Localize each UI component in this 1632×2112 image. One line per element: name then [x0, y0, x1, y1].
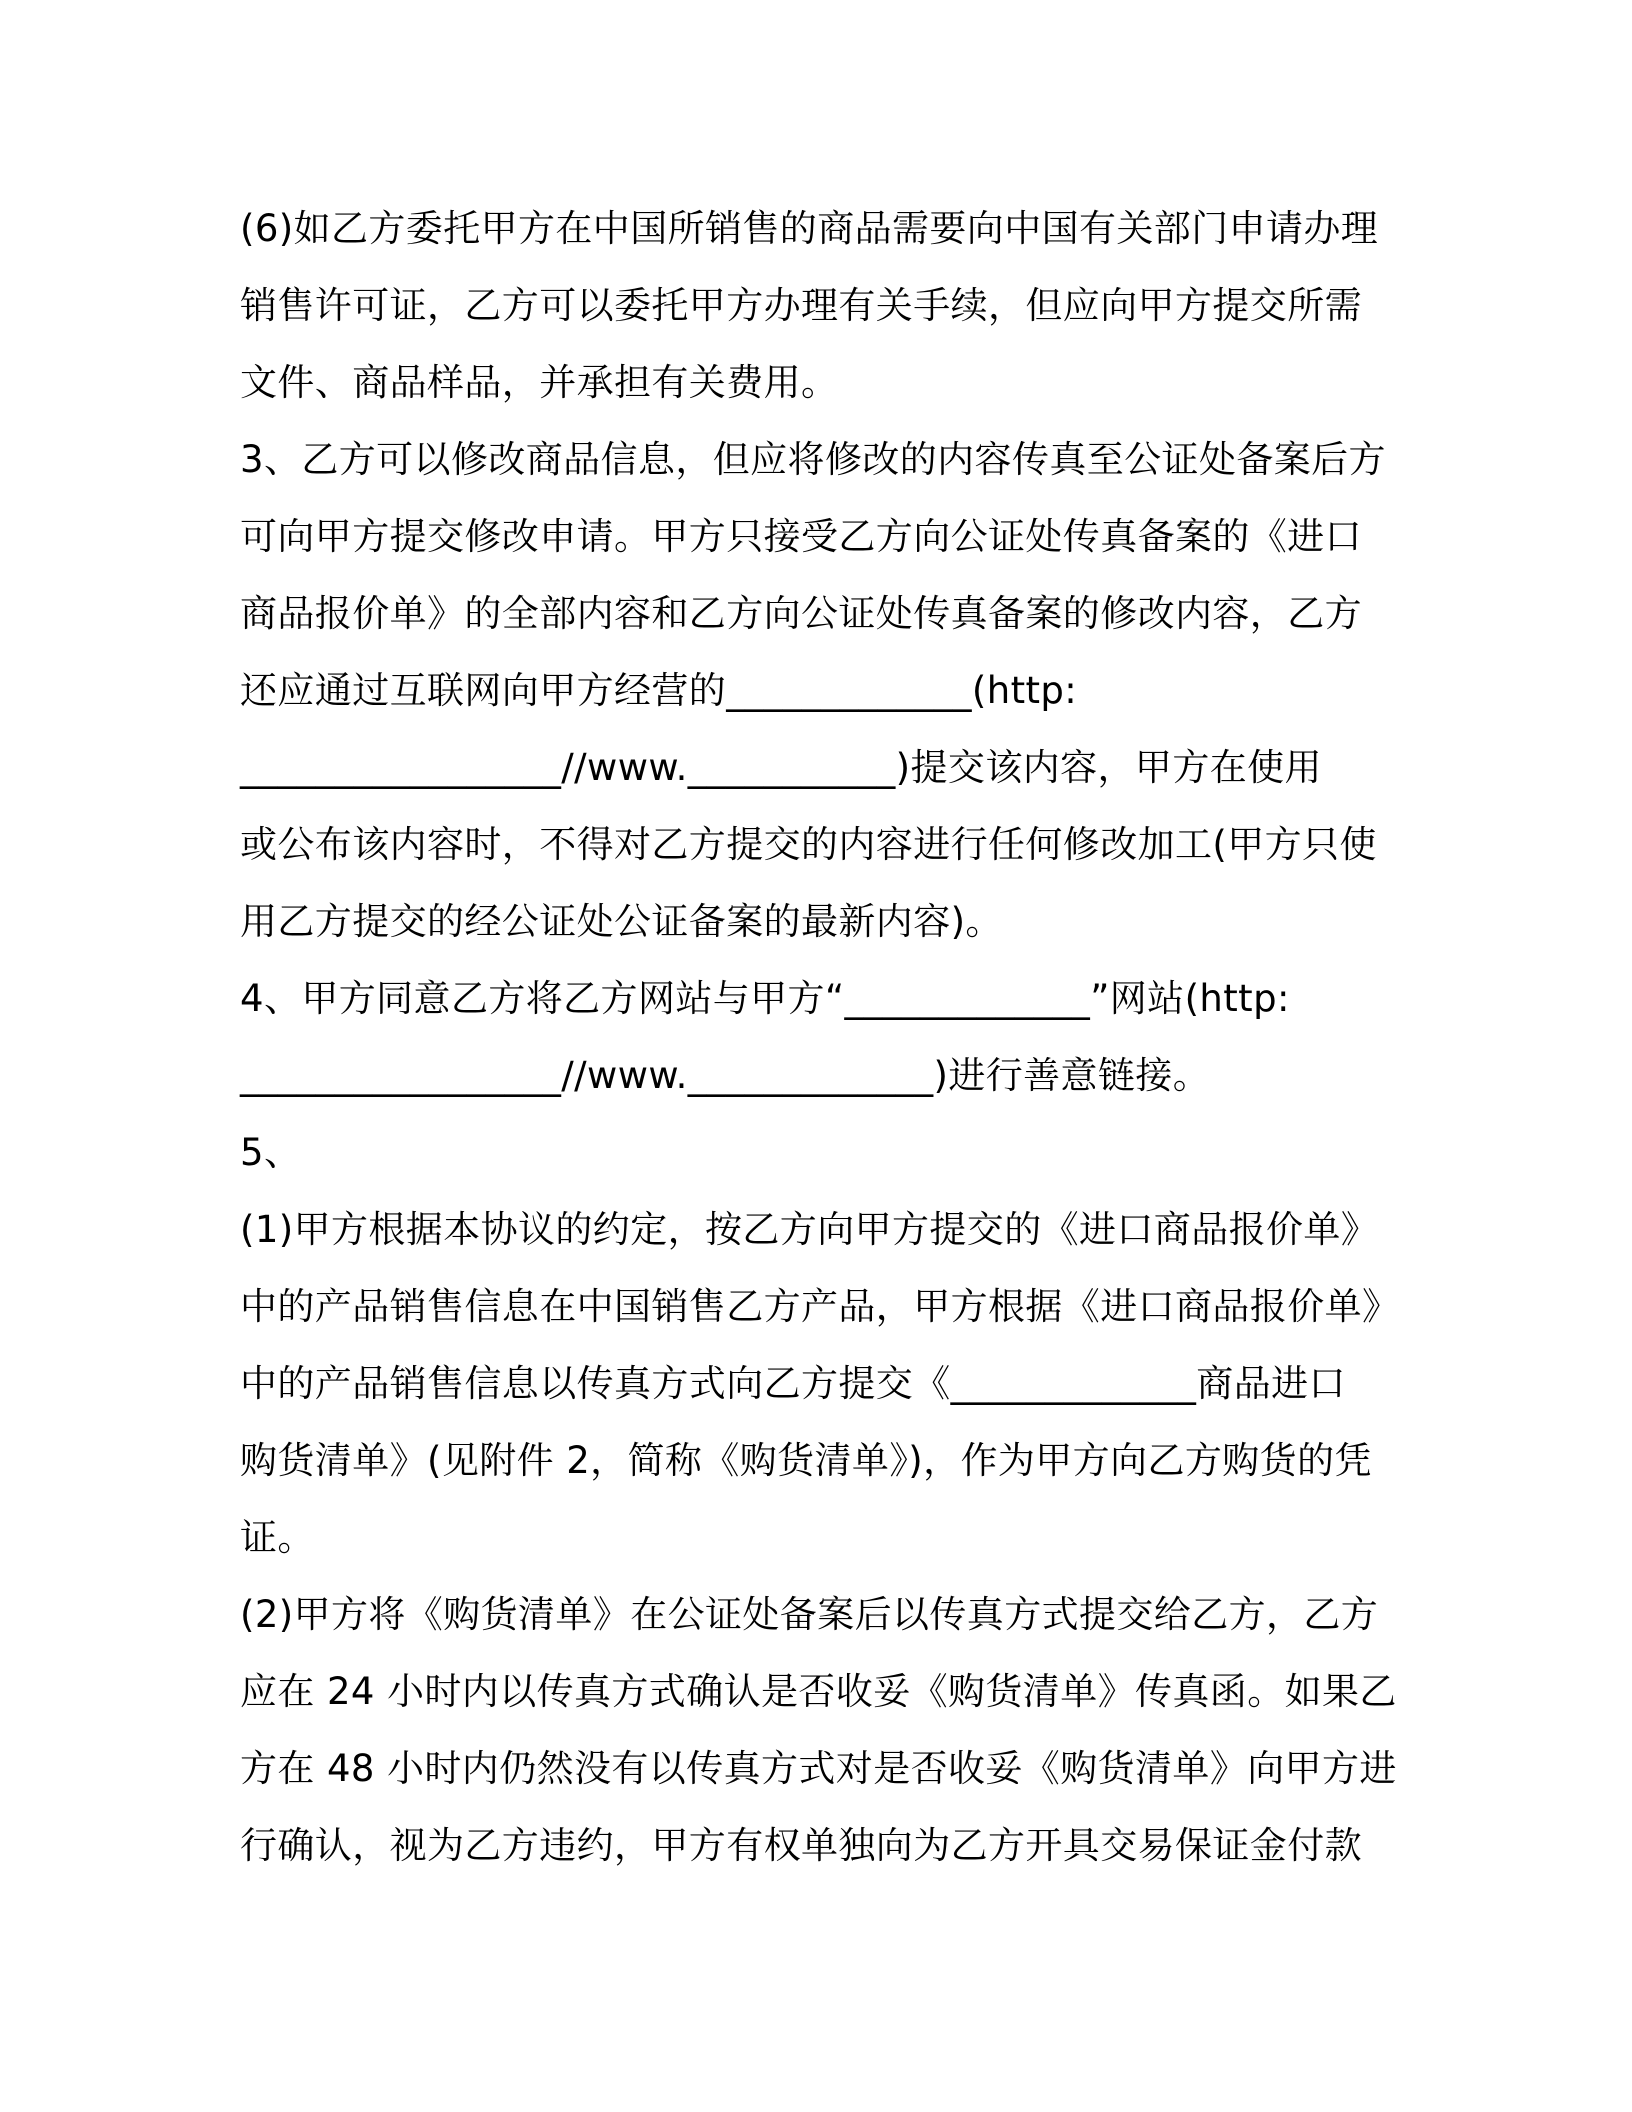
text-line: (6)如乙方委托甲方在中国所销售的商品需要向中国有关部门申请办理: [240, 207, 1379, 250]
text-line: 购货清单》(见附件 2，简称《购货清单》)，作为甲方向乙方购货的凭: [240, 1439, 1372, 1482]
text-line: _________________//www._____________)进行善意链接。: [240, 1054, 1211, 1097]
text-line: 5、: [240, 1131, 302, 1174]
document-body: [240, 190, 1400, 1884]
text-line: 4、甲方同意乙方将乙方网站与甲方“_____________”网站(http:: [240, 977, 1290, 1020]
text-line: 3、乙方可以修改商品信息，但应将修改的内容传真至公证处备案后方: [240, 438, 1386, 481]
text-line: 可向甲方提交修改申请。甲方只接受乙方向公证处传真备案的《进口: [240, 515, 1362, 558]
text-line: 商品报价单》的全部内容和乙方向公证处传真备案的修改内容，乙方: [240, 592, 1362, 635]
text-line: 方在 48 小时内仍然没有以传真方式对是否收妥《购货清单》向甲方进: [240, 1747, 1397, 1790]
text-line: 行确认，视为乙方违约，甲方有权单独向为乙方开具交易保证金付款: [240, 1824, 1362, 1867]
text-line: 应在 24 小时内以传真方式确认是否收妥《购货清单》传真函。如果乙: [240, 1670, 1397, 1713]
text-line: 销售许可证，乙方可以委托甲方办理有关手续，但应向甲方提交所需: [240, 284, 1362, 327]
text-line: 或公布该内容时，不得对乙方提交的内容进行任何修改加工(甲方只使: [240, 823, 1377, 866]
text-line: 中的产品销售信息在中国销售乙方产品，甲方根据《进口商品报价单》: [240, 1285, 1400, 1328]
text-line: _________________//www.___________)提交该内容，甲方在使用: [240, 746, 1322, 789]
text-line: 中的产品销售信息以传真方式向乙方提交《_____________商品进口: [240, 1362, 1346, 1405]
text-line: 证。: [240, 1516, 315, 1559]
text-line: 文件、商品样品，并承担有关费用。: [240, 361, 839, 404]
text-line: 还应通过互联网向甲方经营的_____________(http:: [240, 669, 1078, 712]
text-line: (1)甲方根据本协议的约定，按乙方向甲方提交的《进口商品报价单》: [240, 1208, 1379, 1251]
text-line: (2)甲方将《购货清单》在公证处备案后以传真方式提交给乙方，乙方: [240, 1593, 1379, 1636]
text-line: 用乙方提交的经公证处公证备案的最新内容)。: [240, 900, 1003, 943]
